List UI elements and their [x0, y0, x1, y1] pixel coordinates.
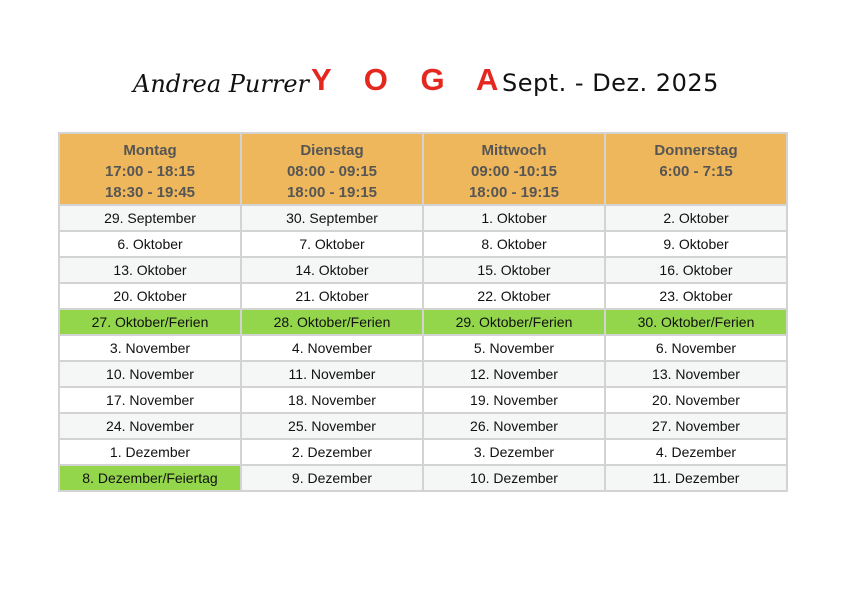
column-day: Montag — [123, 142, 177, 159]
date-cell: 2. Dezember — [241, 439, 423, 465]
column-header-wednesday — [423, 133, 605, 205]
date-cell: 18. November — [241, 387, 423, 413]
date-cell: 26. November — [423, 413, 605, 439]
table-row — [59, 387, 787, 413]
date-cell: 10. Dezember — [423, 465, 605, 491]
date-cell: 10. November — [59, 361, 241, 387]
column-time: 6:00 - 7:15 — [659, 163, 733, 180]
date-cell: 15. Oktober — [423, 257, 605, 283]
date-cell: 4. November — [241, 335, 423, 361]
date-cell: 20. November — [605, 387, 787, 413]
table-row — [59, 309, 787, 335]
date-cell: 3. November — [59, 335, 241, 361]
date-cell: 9. Dezember — [241, 465, 423, 491]
date-cell: 11. Dezember — [605, 465, 787, 491]
table-row — [59, 361, 787, 387]
holiday-cell: 8. Dezember/Feiertag — [59, 465, 241, 491]
column-time: 18:00 - 19:15 — [468, 184, 560, 201]
column-header-monday — [59, 133, 241, 205]
schedule-table — [58, 132, 788, 492]
column-time: 18:00 - 19:15 — [286, 184, 378, 201]
date-cell: 30. September — [241, 205, 423, 231]
date-cell: 16. Oktober — [605, 257, 787, 283]
holiday-cell: 28. Oktober/Ferien — [241, 309, 423, 335]
date-cell: 1. Dezember — [59, 439, 241, 465]
date-cell: 8. Oktober — [423, 231, 605, 257]
holiday-cell: 27. Oktober/Ferien — [59, 309, 241, 335]
date-cell: 1. Oktober — [423, 205, 605, 231]
date-cell: 25. November — [241, 413, 423, 439]
date-cell: 7. Oktober — [241, 231, 423, 257]
column-day: Dienstag — [300, 142, 364, 159]
table-row — [59, 465, 787, 491]
date-cell: 13. Oktober — [59, 257, 241, 283]
date-cell: 5. November — [423, 335, 605, 361]
document-title: Y O G A — [311, 62, 511, 97]
schedule-period: Sept. - Dez. 2025 — [502, 69, 719, 97]
table-row — [59, 283, 787, 309]
holiday-cell: 30. Oktober/Ferien — [605, 309, 787, 335]
date-cell: 29. September — [59, 205, 241, 231]
column-time: 08:00 - 09:15 — [286, 163, 378, 180]
date-cell: 4. Dezember — [605, 439, 787, 465]
schedule-body — [59, 205, 787, 491]
date-cell: 2. Oktober — [605, 205, 787, 231]
date-cell: 13. November — [605, 361, 787, 387]
date-cell: 6. November — [605, 335, 787, 361]
date-cell: 14. Oktober — [241, 257, 423, 283]
date-cell: 24. November — [59, 413, 241, 439]
date-cell: 20. Oktober — [59, 283, 241, 309]
column-time: 18:30 - 19:45 — [104, 184, 196, 201]
column-header-thursday — [605, 133, 787, 205]
table-row — [59, 257, 787, 283]
document-header — [0, 0, 842, 120]
schedule-header-row — [59, 133, 787, 205]
instructor-name: Andrea Purrer — [133, 70, 309, 98]
date-cell: 17. November — [59, 387, 241, 413]
date-cell: 27. November — [605, 413, 787, 439]
column-time: 09:00 -10:15 — [471, 163, 557, 180]
date-cell: 11. November — [241, 361, 423, 387]
date-cell: 21. Oktober — [241, 283, 423, 309]
holiday-cell: 29. Oktober/Ferien — [423, 309, 605, 335]
table-row — [59, 205, 787, 231]
column-time: 17:00 - 18:15 — [104, 163, 196, 180]
date-cell: 12. November — [423, 361, 605, 387]
table-row — [59, 439, 787, 465]
column-day: Mittwoch — [481, 142, 547, 159]
table-row — [59, 413, 787, 439]
date-cell: 3. Dezember — [423, 439, 605, 465]
table-row — [59, 335, 787, 361]
date-cell: 9. Oktober — [605, 231, 787, 257]
date-cell: 6. Oktober — [59, 231, 241, 257]
date-cell: 22. Oktober — [423, 283, 605, 309]
table-row — [59, 231, 787, 257]
date-cell: 23. Oktober — [605, 283, 787, 309]
date-cell: 19. November — [423, 387, 605, 413]
column-day: Donnerstag — [654, 142, 738, 159]
column-header-tuesday — [241, 133, 423, 205]
